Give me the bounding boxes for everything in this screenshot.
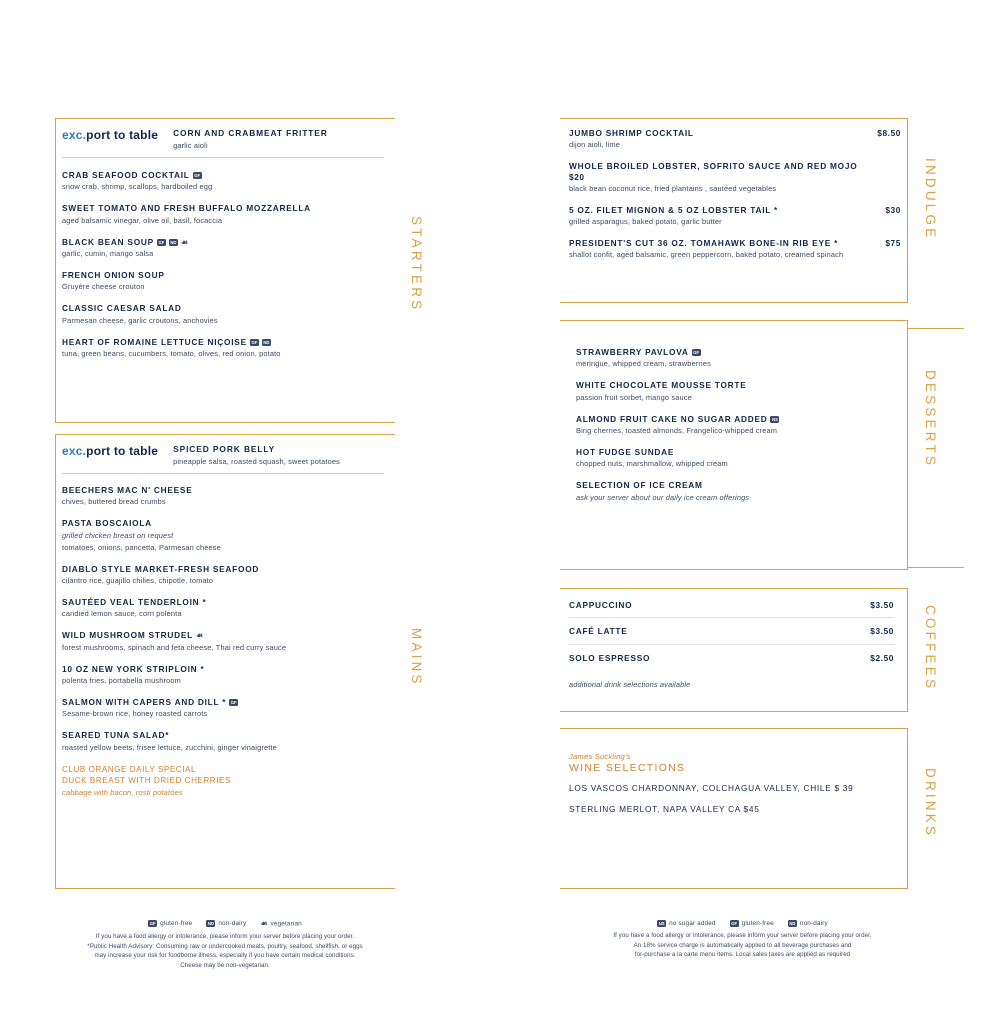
no-sugar-icon: NS [658,921,665,926]
menu-item-title: HEART OF ROMAINE LETTUCE NIÇOISE GF ND [62,336,270,347]
menu-item-desc: cilantro rice, guajillo chilies, chipotle, tomato [62,576,214,586]
menu-item-title: CLASSIC CAESAR SALAD [62,303,182,314]
gluten-free-icon: GF [693,350,700,356]
wine-item: STERLING MERLOT, NAPA VALLEY CA $45 [569,804,760,815]
legend-entry [730,920,774,927]
menu-item-desc: Sesame-brown rice, honey roasted carrots [62,709,208,719]
non-dairy-icon: ND [263,340,270,346]
menu-item [62,237,384,259]
mains-section-label: MAINS [409,628,424,687]
footer-right-text [570,931,915,960]
menu-item-desc: chopped nuts, marshmallow, whipped cream [576,459,728,469]
menu-item-price: $8.50 [877,128,901,138]
menu-item [576,414,896,436]
gluten-free-icon: GF [149,921,156,927]
menu-item-title: CRAB SEAFOOD COCKTAIL GF [62,170,201,180]
legend-label: non-dairy [218,920,247,928]
footer-left [55,920,395,970]
menu-item-desc: roasted yellow beets, frisee lettuce, zucchini, ginger vinaigrette [62,742,277,752]
menu-item-desc: Parmesan cheese, garlic croutons, anchovies [62,315,218,325]
menu-item-title: 5 OZ. FILET MIGNON & 5 OZ LOBSTER TAIL * [569,204,779,215]
special-line-1: CLUB ORANGE DAILY SPECIAL [62,764,196,774]
menu-item [569,128,901,150]
menu-item-desc: shallot confit, aged balsamic, green peppercorn, baked potato, creamed spinach [569,250,844,260]
footer-left-line-4: Cheese may be non-vegetarian. [180,961,270,969]
menu-item-price: $75 [885,238,901,249]
menu-item-title: SAUTÉED VEAL TENDERLOIN * [62,597,207,608]
footer-right-line-3: for-purchase a la carte menu items. Local sales taxes are applied as required [634,951,851,959]
menu-item-title: WHITE CHOCOLATE MOUSSE TORTE [576,380,747,391]
menu-item-title: FRENCH ONION SOUP [62,270,165,281]
menu-item [62,597,384,619]
coffee-price: $2.50 [870,652,894,663]
menu-item-price: $30 [885,204,901,215]
menu-item [62,630,384,652]
non-dairy-icon: ND [789,921,796,926]
wine-item: LOS VASCOS CHARDONNAY, COLCHAGUA VALLEY, CHILE $ 39 [569,783,854,793]
menu-item-desc-2: tomatoes, onions, pancetta, Parmesan cheese [62,542,221,552]
footer-left-line-1: If you have a food allergy or intolerance, please inform your server before placing your order. [95,933,355,940]
brand-dot: . [82,444,87,458]
coffee-name: SOLO ESPRESSO [569,652,651,663]
menu-item-title: WHOLE BROILED LOBSTER, SOFRITO SAUCE AND RED MOJO [569,161,858,172]
vegetarian-icon: ☙ [180,237,189,247]
menu-item-desc: ask your server about our daily ice cream offerings [576,492,750,502]
indulge-section-label: INDULGE [923,158,938,241]
legend-left [55,920,395,928]
menu-item-desc: forest mushrooms, spinach and feta cheese, Thai red curry sauce [62,642,287,652]
menu-item-desc: black bean coconut rice, fried plantains , sautéed vegetables [569,183,777,193]
footer-left-line-2: *Public Health Advisory: Consuming raw or undercooked meats, poultry, seafood, shellfish, or eggs [87,942,363,950]
starters-item-list [62,170,384,359]
menu-item-title: SEARED TUNA SALAD* [62,730,170,741]
menu-item-title: PRESIDENT'S CUT 36 OZ. TOMAHAWK BONE-IN RIB EYE * [569,238,839,249]
special-line-2: DUCK BREAST WITH DRIED CHERRIES [62,776,231,786]
menu-item [62,270,384,292]
menu-item-desc: grilled chicken breast on request [62,530,174,540]
mains-item-list [62,485,384,753]
menu-item-title: 10 OZ NEW YORK STRIPLOIN * [62,663,205,674]
non-dairy-icon: ND [207,921,214,927]
menu-item-title: HOT FUDGE SUNDAE [576,447,675,458]
legend-right [570,920,915,927]
no-sugar-icon: NS [772,417,778,422]
menu-item-desc: Gruyère cheese crouton [62,282,145,292]
gluten-free-icon: GF [230,700,237,706]
vegetarian-icon: ☙ [195,631,204,641]
menu-item-title: ALMOND FRUIT CAKE NO SUGAR ADDED NS [576,413,778,424]
footer-right [570,920,915,960]
non-dairy-icon: ND [170,240,177,245]
brand-lockup [62,128,158,142]
menu-item-desc: aged balsamic vinegar, olive oil, basil, focaccia [62,215,223,225]
brand-rest: port to table [86,128,159,142]
gluten-free-icon: GF [194,173,201,179]
menu-item [569,161,901,193]
menu-item-title: SELECTION OF ICE CREAM [576,480,703,491]
menu-item-desc: snow crab, shrimp, scallops, hardboiled egg [62,182,213,192]
menu-item [576,380,896,402]
menu-item-desc: candied lemon sauce, corn polenta [62,609,182,619]
menu-item [62,564,384,586]
indulge-content [569,128,901,271]
brand-dot: . [82,128,87,142]
gluten-free-icon: GF [731,921,738,926]
mains-feature-desc: pineapple salsa, roasted squash, sweet potatoes [173,457,340,466]
desserts-section-label: DESSERTS [923,370,938,469]
brand-rest: port to table [86,444,159,458]
coffees-section-label: COFFEES [923,605,938,692]
legend-label: vegetarian [270,920,302,928]
menu-item [62,303,384,325]
menu-item-title: DIABLO STYLE MARKET-FRESH SEAFOOD [62,563,260,574]
wine-brand: James Suckling's [569,752,631,761]
menu-item [62,730,384,752]
drinks-section-label: DRINKS [923,768,938,839]
starters-feature-desc: garlic aioli [173,141,208,150]
menu-item [569,238,901,260]
starters-feature [62,128,384,158]
brand-lockup-mains [62,444,158,458]
menu-item [62,697,384,719]
coffee-price: $3.50 [870,626,894,637]
mains-feature [62,444,384,474]
menu-item-title: BEECHERS MAC N' CHEESE [62,485,193,495]
gluten-free-icon: GF [158,240,165,245]
menu-item-desc: chives, buttered bread crumbs [62,497,166,507]
footer-left-line-3: may increase your risk for foodborne illness, especially if you have certain medical conditions. [94,952,356,960]
daily-special [62,764,384,797]
starters-content [62,128,384,370]
desserts-content [576,347,896,514]
coffee-name: CAFÉ LATTE [569,626,628,637]
menu-item-title: SALMON WITH CAPERS AND DILL * GF [62,697,237,708]
menu-item [576,447,896,469]
coffee-row [569,600,894,618]
coffees-content [569,600,894,690]
gluten-free-icon: GF [251,340,258,346]
menu-item-desc: grilled asparagus, baked potato, garlic butter [569,217,722,227]
menu-item [62,337,384,359]
menu-item-title: STRAWBERRY PAVLOVA GF [576,347,700,357]
legend-entry [657,920,716,927]
menu-item-desc: dijon aioli, lime [569,140,621,150]
coffee-name: CAPPUCCINO [569,600,633,610]
menu-item-desc: tuna, green beans, cucumbers, tomato, olives, red onion, potato [62,349,281,359]
footer-right-line-1: If you have a food allergy or intolerance, please inform your server before placing your order. [613,932,872,940]
menu-item-title: JUMBO SHRIMP COCKTAIL [569,128,694,138]
menu-item [576,347,896,369]
menu-item-desc: Bing cherries, toasted almonds, Frangelico-whipped cream [576,426,778,436]
menu-item-title: PASTA BOSCAIOLA [62,518,152,529]
legend-label: no sugar added [669,920,716,927]
coffee-price: $3.50 [870,600,894,610]
mains-feature-title: SPICED PORK BELLY [173,444,276,454]
coffees-note: additional drink selections available [569,680,691,690]
coffee-row [569,626,894,644]
legend-label: gluten-free [741,920,774,927]
menu-item-price: $20 [569,171,585,182]
starters-section-label: STARTERS [409,216,424,313]
vegetarian-icon: ☙ [260,919,268,928]
mains-content [62,444,384,797]
drinks-content [569,752,899,825]
coffee-row [569,653,894,670]
brand-exc: exc [62,128,83,142]
footer-right-line-2: An 18% service charge is automatically applied to all beverage purchases and [633,941,852,949]
brand-exc: exc [62,444,83,458]
legend-entry [788,920,828,927]
menu-item-title: BLACK BEAN SOUP GF ND ☙ [62,236,189,247]
wine-selections-heading: WINE SELECTIONS [569,762,686,774]
footer-left-text [55,932,395,970]
legend-entry [206,920,246,927]
menu-item [62,664,384,686]
menu-item-desc: garlic, cumin, mango salsa [62,249,154,259]
legend-label: non-dairy [799,920,828,927]
menu-item [62,518,384,552]
special-desc: cabbage with bacon, rosti potatoes [62,788,183,798]
menu-item [569,205,901,227]
menu-item [62,485,384,507]
menu-item-desc: passion fruit sorbet, mango sauce [576,392,692,402]
menu-item [62,203,384,225]
menu-item-desc: meringue, whipped cream, strawberries [576,359,711,369]
legend-entry [148,920,192,927]
menu-item-title: WILD MUSHROOM STRUDEL ☙ [62,630,204,641]
menu-item-desc: polenta fries, portabella mushroom [62,676,181,686]
menu-item [576,480,896,502]
menu-item-title: SWEET TOMATO AND FRESH BUFFALO MOZZARELLA [62,203,311,214]
legend-entry [260,920,302,928]
starters-feature-title: CORN AND CRABMEAT FRITTER [173,128,328,138]
menu-item [62,170,384,192]
legend-label: gluten-free [160,920,193,928]
